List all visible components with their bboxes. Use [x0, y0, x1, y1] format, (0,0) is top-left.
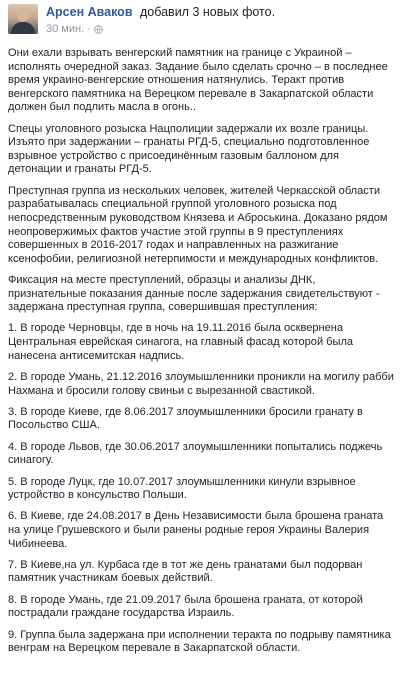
post-meta [46, 21, 275, 37]
post-header-text [46, 4, 275, 37]
paragraph-evidence: Фиксация на месте преступлений, образцы и анализы ДНК, признательные показания данные после задержания свидетельствуют - задержана преступная группа, совершившая преступления: [8, 273, 380, 314]
paragraph-intro: Они ехали взрывать венгерский памятник на границе с Украиной – исполнять очередной заказ. Задание было сделать срочно – в последнее время украино-венгерские отношения натянулись. Теракт против венгерского памятника на Верецком перевале в Закарпатской области должен был подлить масла в огонь.. [8, 47, 388, 114]
avatar-body [11, 22, 35, 34]
paragraph-arrest: Спецы уголовного розыска Нацполиции задержали их возле границы. Изъято при задержании – гранаты РГД-5, специально подготовленное взрывное устройство с присоединённым газовым баллоном для детонации и гранаты РГД-5. [8, 122, 370, 176]
crime-item-3: 3. В городе Киеве, где 8.06.2017 злоумышленники бросили гранату в Посольство США. [8, 405, 363, 432]
post-action-text: добавил 3 новых фото. [139, 5, 276, 19]
globe-icon[interactable] [94, 25, 103, 34]
crime-item-1: 1. В городе Черновцы, где в ночь на 19.11.2016 была осквернена Центральная еврейская синагога, на главный фасад которой была нанесена антисемитская надпись. [8, 322, 354, 362]
post-timestamp[interactable]: 30 мин. [46, 23, 85, 35]
crime-item-8: 8. В городе Умань, где 21.09.2017 была брошена граната, от которой пострадали граждане государства Израиль. [8, 593, 363, 620]
post-header [8, 4, 394, 38]
author-line [46, 4, 275, 20]
crime-item-6: 6. В Киеве, где 24.08.2017 в День Независимости была брошена граната на улице Грушевского и были ранены родные героя Украины Валерия Чибинеева. [8, 510, 384, 550]
avatar-head [17, 8, 29, 22]
author-avatar[interactable] [8, 4, 38, 34]
crime-item-5: 5. В городе Луцк, где 10.07.2017 злоумышленники кинули взрывное устройство в консульство Польши. [8, 475, 356, 502]
author-name-link[interactable]: Арсен Аваков [46, 5, 133, 19]
crime-item-7: 7. В Киеве,на ул. Курбаса где в тот же день гранатами был подорван памятник участникам боевых действий. [8, 558, 363, 585]
post-text [8, 47, 394, 656]
crime-item-2: 2. В городе Умань, 21.12.2016 злоумышленники проникли на могилу рабби Нахмана и бросили голову свиньи с вырезанной свастикой. [8, 370, 394, 397]
meta-separator: · [87, 23, 91, 35]
crime-item-9: 9. Группа была задержана при исполнении теракта по подрыву памятника венграм на Верецком перевале в Закарпатской области. [8, 628, 391, 655]
crime-item-4: 4. В городе Львов, где 30.06.2017 злоумышленники попытались поджечь синагогу. [8, 440, 383, 467]
paragraph-investigation: Преступная группа из нескольких человек, жителей Черкасской области разрабатывалась специальной группой уголовного розыска под непосредственным руководством Князева и Аброськина. Доказано рядом неопровержимых фактов участие этой группы в 9 преступлениях совершенных в 2016-2017 годах и направленных на разжигание ксенофобии, религиозной нетерпимости и международных конфликтов. [8, 184, 388, 265]
